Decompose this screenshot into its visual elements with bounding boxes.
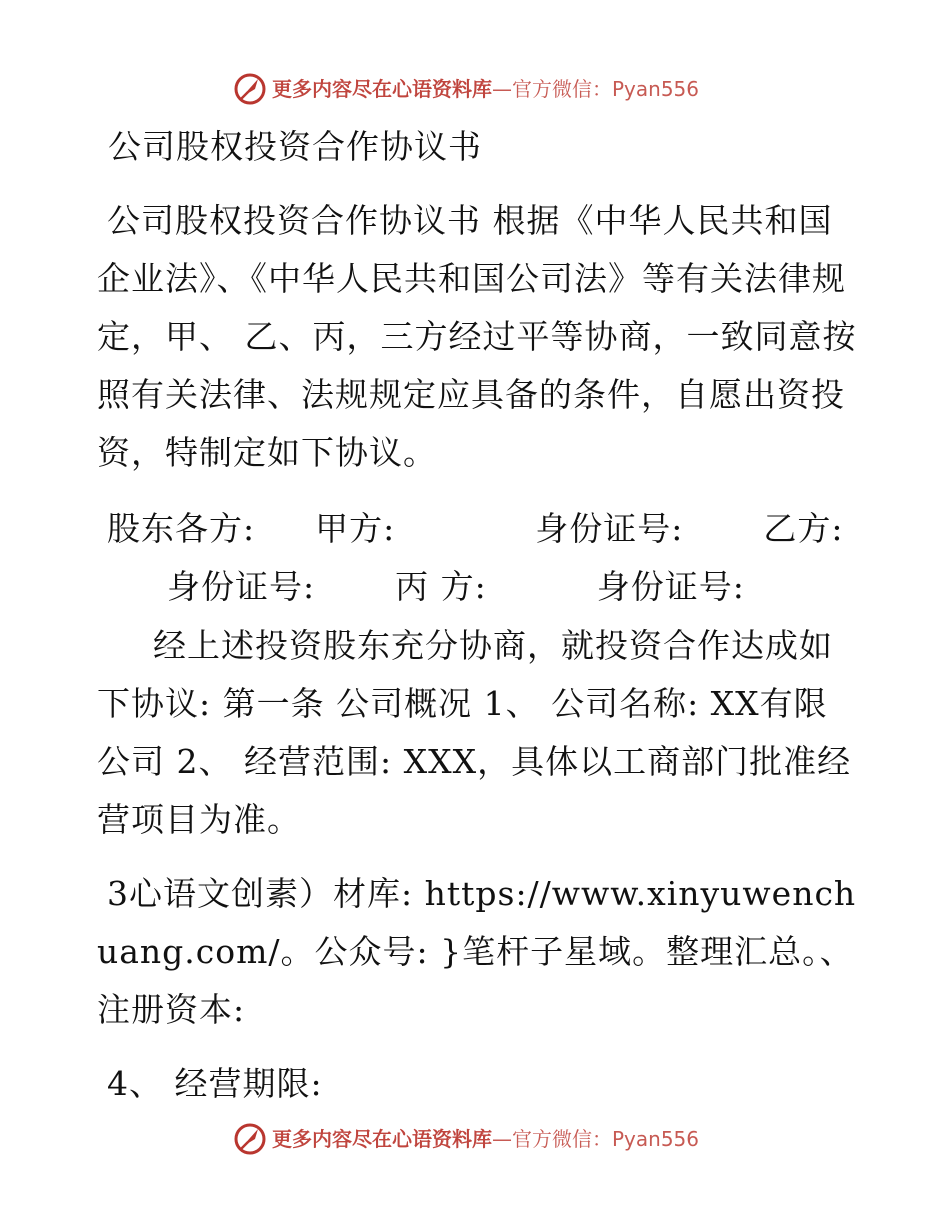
quill-seal-icon <box>233 1122 267 1156</box>
document-title: 公司股权投资合作协议书 <box>108 127 482 166</box>
shareholders-label: 股东各方: <box>107 509 256 548</box>
paragraph-shareholders <box>97 500 857 616</box>
banner-text: 更多内容尽在心语资料库—官方微信：Pyan556 <box>272 77 700 101</box>
paragraph-term: 4、 经营期限: <box>107 1064 323 1103</box>
quill-seal-icon <box>233 72 267 106</box>
footer-banner <box>0 1120 950 1160</box>
party-a-label: 甲方: <box>315 509 396 548</box>
party-b-id-label: 身份证号: <box>167 567 316 606</box>
header-banner <box>0 70 950 110</box>
party-a-id-label: 身份证号: <box>535 509 684 548</box>
party-c-id-label: 身份证号: <box>596 567 745 606</box>
party-b-label: 乙方: <box>763 509 844 548</box>
banner-text: 更多内容尽在心语资料库—官方微信：Pyan556 <box>272 1127 700 1151</box>
paragraph-intro: 公司股权投资合作协议书 根据《中华人民共和国企业法》、《中华人民共和国公司法》等有关法律规定，甲、 乙、丙，三方经过平等协商，一致同意按照有关法律、法规规定应具备的条件，自愿出资投资，特制定如下协议。 <box>97 201 857 472</box>
party-c-label: 丙 方: <box>395 567 487 606</box>
paragraph-agreement: 经上述投资股东充分协商，就投资合作达成如下协议: 第一条 公司概况 1、 公司名称: XX有限公司 2、 经营范围: XXX，具体以工商部门批准经营项目为准。 <box>97 626 852 839</box>
paragraph-capital: 3心语文创素）材库: https://www.xinyuwenchuang.com/。公众号: }笔杆子星域。整理汇总。、 注册资本: <box>97 874 857 1029</box>
